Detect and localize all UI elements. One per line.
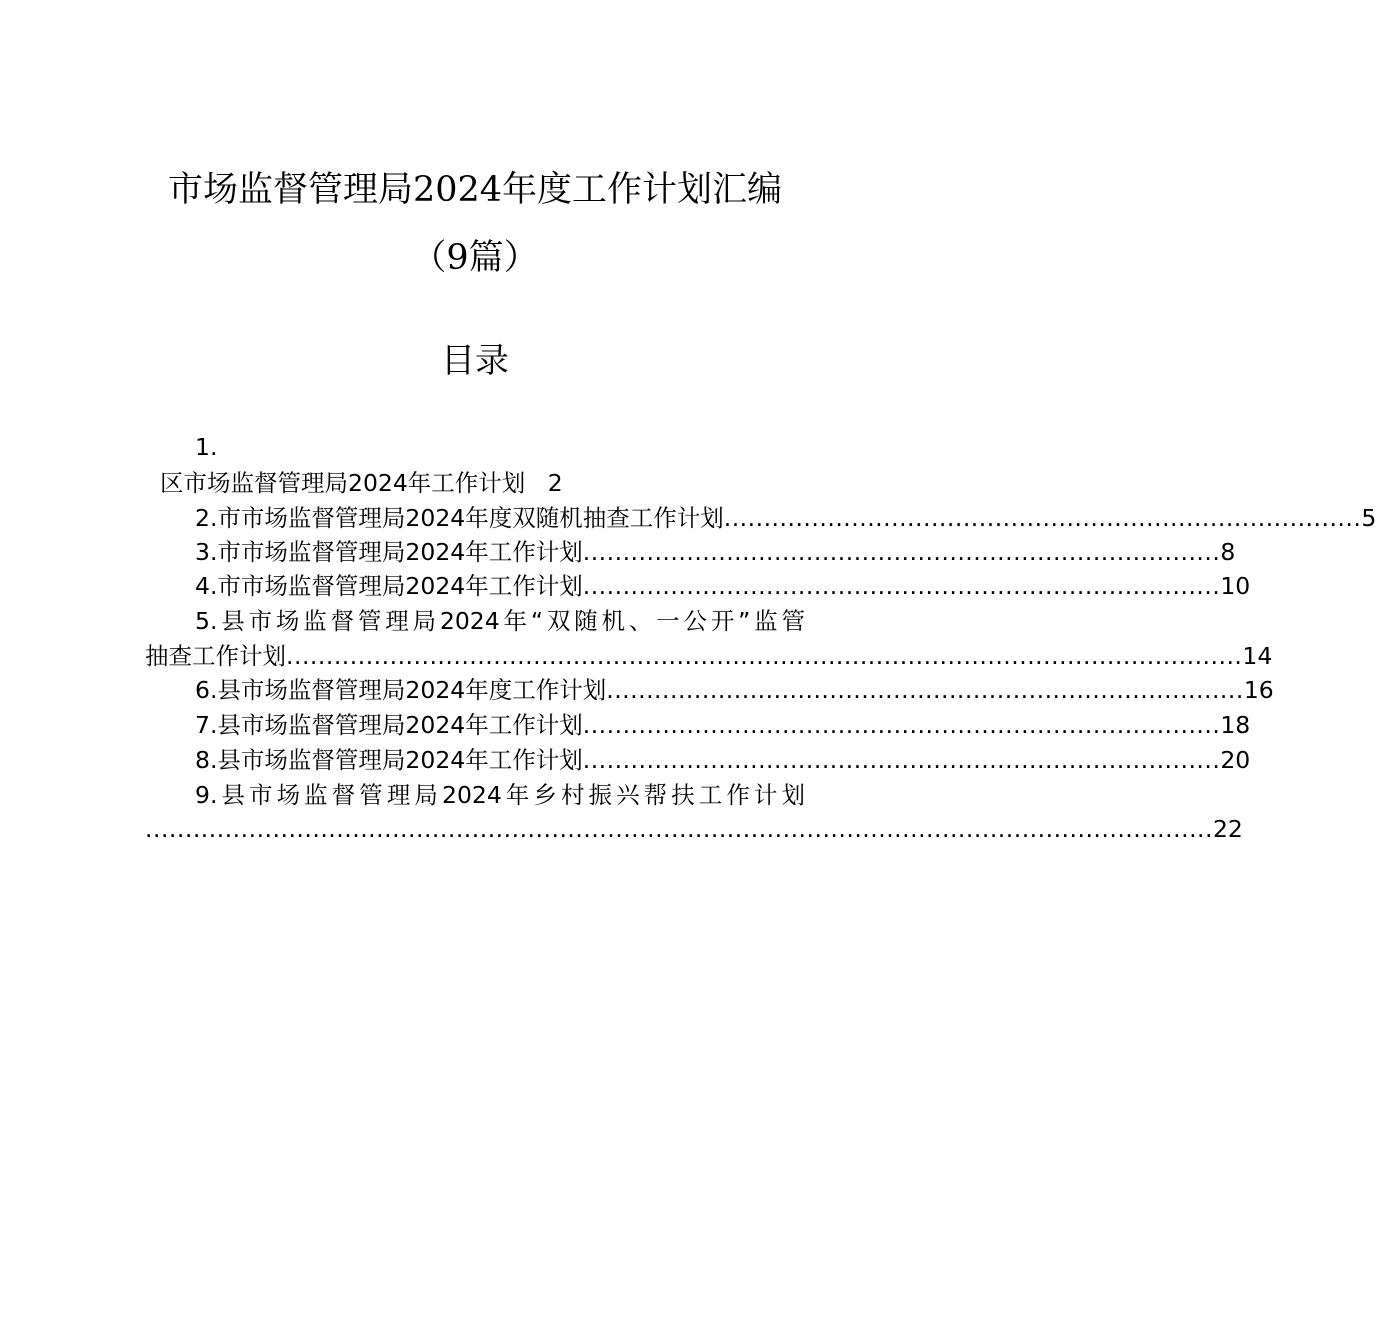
toc-leader-dots: ................................................................................ <box>582 538 1221 566</box>
toc-entry-6[interactable] <box>145 674 1274 706</box>
toc-leader-dots: ................................................................................ <box>582 572 1221 600</box>
toc-entry-7[interactable] <box>145 709 1251 741</box>
toc-leader-dots: ................................................................................ <box>606 676 1244 704</box>
toc-entry-4-text: 4.市市场监督管理局2024年工作计划 <box>195 572 583 600</box>
toc-entry-3[interactable] <box>145 536 1236 568</box>
toc-heading: 目录 <box>441 341 509 381</box>
toc-entry-5-page: 14 <box>1242 642 1273 670</box>
toc-entry-2-text: 2.市市场监督管理局2024年度双随机抽查工作计划 <box>195 504 724 532</box>
toc-entry-3-page: 8 <box>1220 538 1236 566</box>
toc-entry-7-page: 18 <box>1220 711 1251 739</box>
document-title: 市场监督管理局2024年度工作计划汇编 <box>167 170 783 210</box>
toc-entry-6-text: 6.县市场监督管理局2024年度工作计划 <box>195 676 607 704</box>
toc-entry-9-line1[interactable]: 9.县市场监督管理局2024年乡村振兴帮扶工作计划 <box>195 781 805 809</box>
toc-entry-6-page: 16 <box>1243 676 1274 704</box>
toc-entry-2[interactable] <box>145 502 1376 534</box>
toc-entry-1-text: 区市场监督管理局2024年工作计划 <box>160 469 526 497</box>
toc-entry-1[interactable] <box>145 467 805 499</box>
toc-entry-9-page: 22 <box>1212 815 1243 843</box>
document-subtitle: （9篇） <box>411 238 539 278</box>
toc-entry-3-text: 3.市市场监督管理局2024年工作计划 <box>195 538 583 566</box>
toc-entry-5-text: 抽查工作计划 <box>145 642 286 670</box>
toc-leader-dots: ................................................................................ <box>582 746 1221 774</box>
toc-leader-dots: ...................................................................................................................................... <box>145 815 1213 843</box>
toc-entry-2-page: 5 <box>1361 504 1376 532</box>
toc-entry-8-text: 8.县市场监督管理局2024年工作计划 <box>195 746 583 774</box>
toc-entry-4-page: 10 <box>1220 572 1251 600</box>
toc-entry-7-text: 7.县市场监督管理局2024年工作计划 <box>195 711 583 739</box>
toc-entry-8-page: 20 <box>1220 746 1251 774</box>
toc-entry-1-page: 2 <box>547 469 563 497</box>
toc-entry-1-number[interactable]: 1. <box>195 433 218 461</box>
toc-entry-5[interactable] <box>145 640 1273 672</box>
toc-entry-8[interactable] <box>145 744 1251 776</box>
toc-leader-dots: ................................................................................ <box>723 504 1362 532</box>
toc-entry-9[interactable] <box>145 813 1243 845</box>
toc-leader-dots: ................................................................................ <box>582 711 1221 739</box>
toc-entry-4[interactable] <box>145 570 1251 602</box>
toc-entry-5-line1[interactable]: 5.县市场监督管理局2024年“双随机、一公开”监管 <box>195 607 805 635</box>
toc-leader-dots: ........................................................................................................................ <box>286 642 1243 670</box>
